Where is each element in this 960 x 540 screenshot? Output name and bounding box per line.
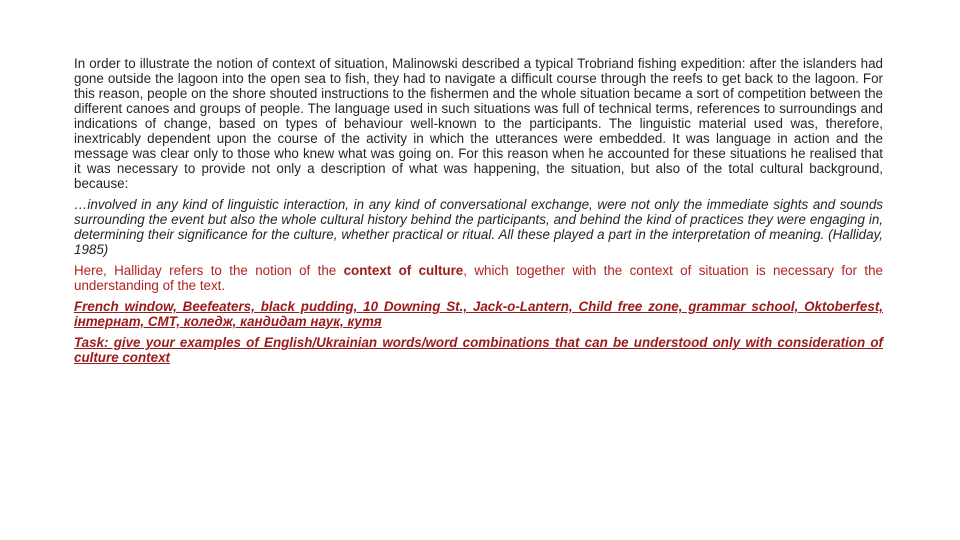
halliday-quote: …involved in any kind of linguistic interaction, in any kind of conversational exchange, were not only the immediate sights and sounds surrounding the event but also the whole cultural history behind the participants, and behind the kind of practices they were engaging in, determining their significance for the culture, whether practical or ritual. All these played a part in the interpretation of meaning. (Halliday, 1985) [74, 197, 883, 257]
culture-examples-list: French window, Beefeaters, black pudding, 10 Downing St., Jack-o-Lantern, Child free zone, grammar school, Oktoberfest, інтернат, СМТ, коледж, кандидат наук, кутя [74, 299, 883, 329]
context-of-culture-term: context of culture [343, 263, 464, 278]
halliday-text-start: Here, Halliday refers to the notion of the [74, 263, 344, 278]
malinowski-paragraph: In order to illustrate the notion of context of situation, Malinowski described a typical Trobriand fishing expedition: after the islanders had gone outside the lagoon into the open sea to fish, they had to navigate a difficult course through the reefs to get back to the lagoon. For this reason, people on the shore shouted instructions to the fishermen and the whole situation became a sort of competition between the different canoes and groups of people. The language used in such situations was full of technical terms, references to surroundings and indications of change, based on types of behaviour well-known to the participants. The linguistic material used was, therefore, inextricably dependent upon the course of the activity in which the utterances were embedded. It was language in action and the message was clear only to those who knew what was going on. For this reason when he accounted for these situations he realised that it was necessary to provide not only a description of what was happening, the situation, but also of the total cultural background, because: [74, 56, 883, 191]
halliday-text-end: , which together with the context of situation is necessary for the understanding of the text. [74, 263, 883, 293]
task-instruction: Task: give your examples of English/Ukrainian words/word combinations that can be understood only with consideration of culture context [74, 335, 883, 365]
text-body [74, 56, 883, 371]
context-of-culture-paragraph [74, 263, 883, 293]
